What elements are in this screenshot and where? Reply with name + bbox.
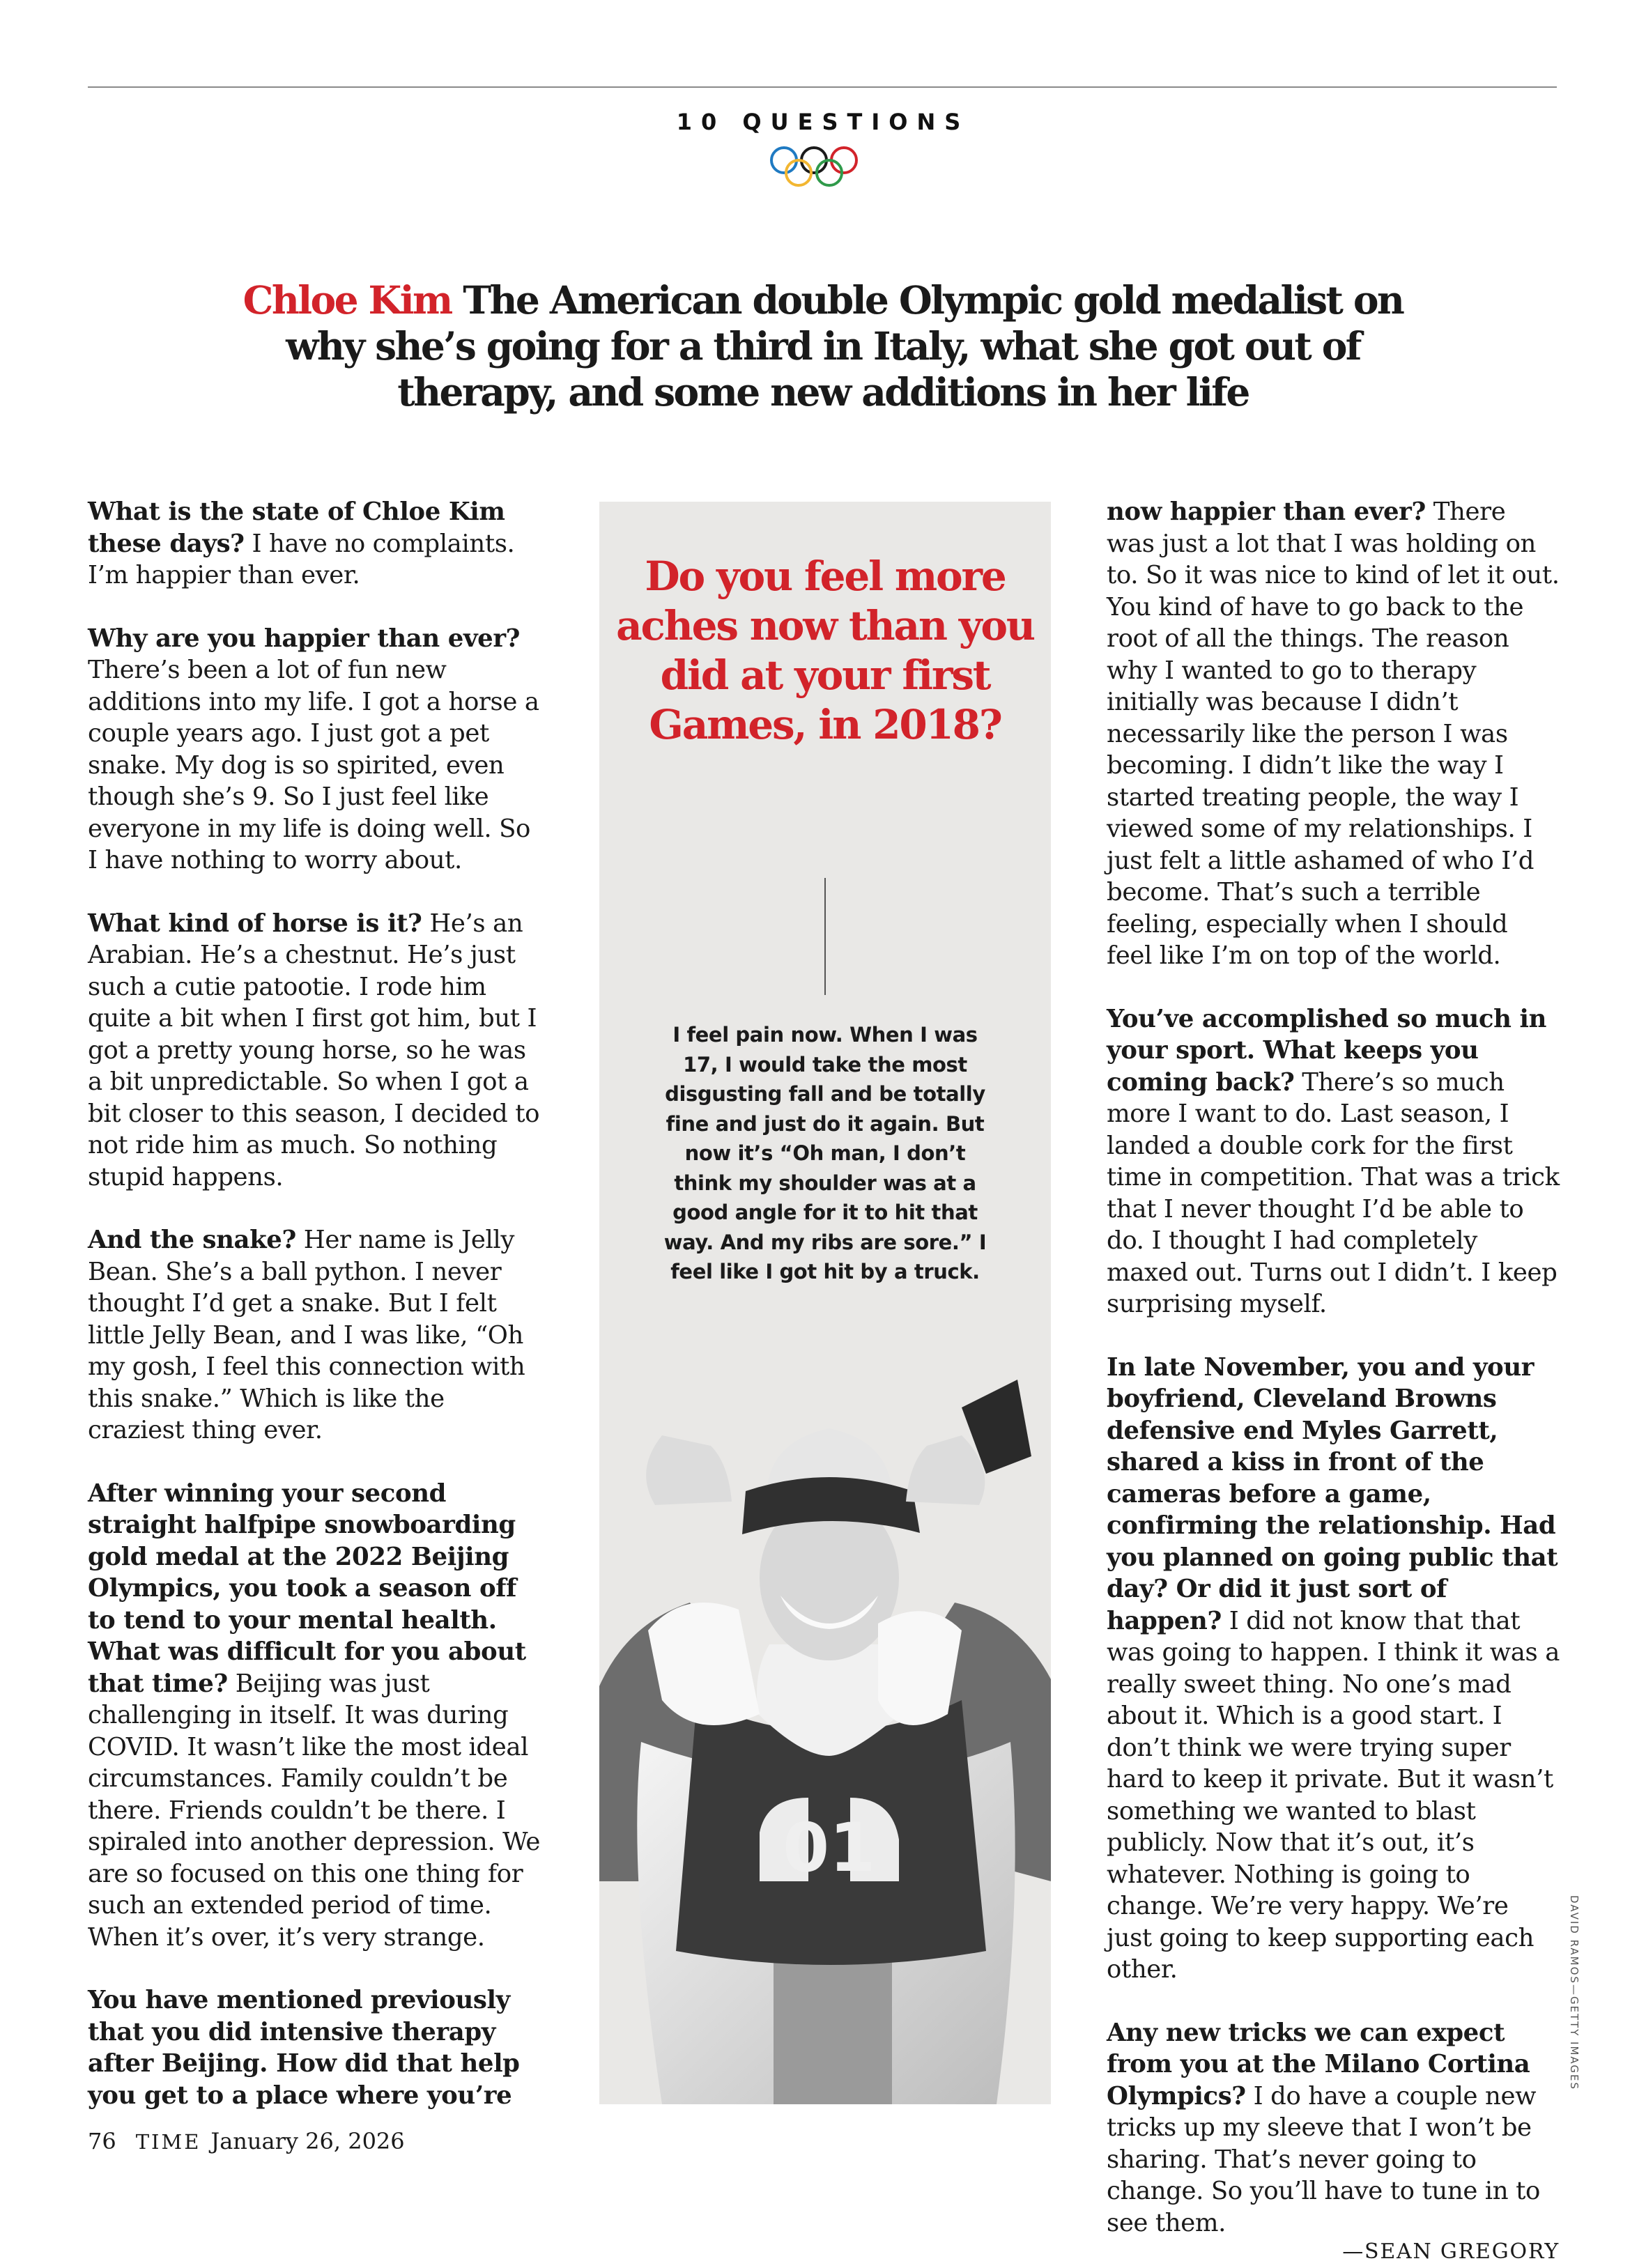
olympic-rings-icon bbox=[769, 145, 859, 190]
headline bbox=[209, 277, 1437, 415]
headline-dek: The American double Olympic gold medalist on why she’s going for a third in Italy, what she got out of therapy, and some new additions in her life bbox=[286, 277, 1403, 415]
byline: —SEAN GREGORY bbox=[1342, 2239, 1560, 2264]
qa-paragraph bbox=[88, 1984, 541, 2111]
bib-number: 01 bbox=[783, 1809, 876, 1887]
qa-paragraph bbox=[88, 1224, 541, 1447]
section-kicker: 10 QUESTIONS bbox=[676, 109, 970, 135]
sidebar-question: Do you feel more aches now than you did at your first Games, in 2018? bbox=[616, 553, 1034, 748]
question: now happier than ever? bbox=[1107, 497, 1426, 526]
photo-credit: DAVID RAMOS—GETTY IMAGES bbox=[1568, 1895, 1580, 2091]
qa-paragraph bbox=[1107, 1003, 1560, 1320]
interview-column-1 bbox=[88, 496, 541, 2143]
question: Why are you happier than ever? bbox=[88, 624, 521, 653]
qa-paragraph bbox=[88, 623, 541, 877]
qa-paragraph bbox=[1107, 2017, 1560, 2239]
headline-name: Chloe Kim bbox=[243, 277, 452, 323]
question: What kind of horse is it? bbox=[88, 909, 422, 938]
answer: There was just a lot that I was holding on to. So it was nice to kind of let it out. You kind of have to go back to the root of all the things. The reason why I wanted to go to therapy initially was because I didn’t necessarily like the person I was becoming. I didn’t like the way I started treating people, the way I viewed some of my relationships. I just felt a little ashamed of who I’d become. That’s such a terrible feeling, especially when I should feel like I’m on top of the world. bbox=[1107, 497, 1560, 970]
page-number: 76 bbox=[88, 2128, 116, 2154]
answer: Beijing was just challenging in itself. It was during COVID. It wasn’t like the most ideal circumstances. Family couldn’t be there. Friends couldn’t be there. I spiraled into another depression. We are so focused on this one thing for such an extended period of time. When it’s over, it’s very strange. bbox=[88, 1669, 540, 1952]
question: Any new tricks we can expect from you at the Milano Cortina Olympics? bbox=[1107, 2018, 1530, 2111]
question: What is the state of Chloe Kim these days? bbox=[88, 497, 505, 558]
question: After winning your second straight halfpipe snowboarding gold medal at the 2022 Beijing Olympics, you took a season off to tend to your mental health. What was difficult for you about that time? bbox=[88, 1479, 526, 1698]
qa-paragraph bbox=[1107, 496, 1560, 972]
answer: I have no complaints. I’m happier than ever. bbox=[88, 529, 515, 589]
question: In late November, you and your boyfriend, Cleveland Browns defensive end Myles Garrett, shared a kiss in front of the cameras before a game, confirming the relationship. Had you planned on going public that day? Or did it just sort of happen? bbox=[1107, 1352, 1558, 1635]
qa-paragraph bbox=[88, 1478, 541, 1954]
answer: He’s an Arabian. He’s a chestnut. He’s just such a cutie patootie. I rode him quite a bit when I first got him, but I got a pretty young horse, so he was a bit unpredictable. So when I got a bit closer to this season, I decided to not ride him as much. So nothing stupid happens. bbox=[88, 909, 540, 1191]
answer: I did not know that that was going to happen. I think it was a really sweet thing. No one’s mad about it. Which is a good start. I don’t think we were trying super hard to keep it private. But it wasn’t something we wanted to blast publicly. Now that it’s out, it’s whatever. Nothing is going to change. We’re very happy. We’re just going to keep supporting each other. bbox=[1107, 1606, 1560, 1984]
answer: There’s so much more I want to do. Last season, I landed a double cork for the first time in competition. That was a trick that I never thought I’d be able to do. I thought I had completely maxed out. Turns out I didn’t. I keep surprising myself. bbox=[1107, 1067, 1560, 1318]
interview-column-3 bbox=[1107, 496, 1560, 2268]
answer: I do have a couple new tricks up my sleeve that I won’t be sharing. That’s never going to change. So you’ll have to tune in to see them. bbox=[1107, 2081, 1540, 2237]
qa-paragraph bbox=[1107, 1352, 1560, 1986]
question: And the snake? bbox=[88, 1226, 296, 1254]
question: You have mentioned previously that you did intensive therapy after Beijing. How did that help you get to a place where you’re bbox=[88, 1986, 520, 2110]
qa-paragraph bbox=[88, 496, 541, 592]
pull-quote-sidebar bbox=[599, 502, 1051, 2104]
page-footer bbox=[88, 2128, 405, 2154]
sidebar-divider bbox=[824, 878, 826, 995]
question: You’ve accomplished so much in your sport. What keeps you coming back? bbox=[1107, 1004, 1546, 1097]
top-rule bbox=[88, 86, 1557, 88]
qa-paragraph bbox=[88, 908, 541, 1194]
issue-date: January 26, 2026 bbox=[210, 2128, 405, 2154]
answer: Her name is Jelly Bean. She’s a ball python. I never thought I’d get a snake. But I felt little Jelly Bean, and I was like, “Oh my gosh, I feel this connection with this snake.” Which is like the craziest thing ever. bbox=[88, 1226, 525, 1444]
athlete-photo bbox=[599, 1352, 1051, 2104]
answer: There’s been a lot of fun new additions into my life. I got a horse a couple years ago. I just got a pet snake. My dog is so spirited, even though she’s 9. So I just feel like everyone in my life is doing well. So I have nothing to worry about. bbox=[88, 656, 539, 874]
magazine-name: TIME bbox=[135, 2130, 201, 2154]
sidebar-answer: I feel pain now. When I was 17, I would take the most disgusting fall and be totally fine and just do it again. But now it’s “Oh man, I don’t think my shoulder was at a good angle for it to hit that way. And my ribs are sore.” I feel like I got hit by a truck. bbox=[663, 1023, 987, 1283]
